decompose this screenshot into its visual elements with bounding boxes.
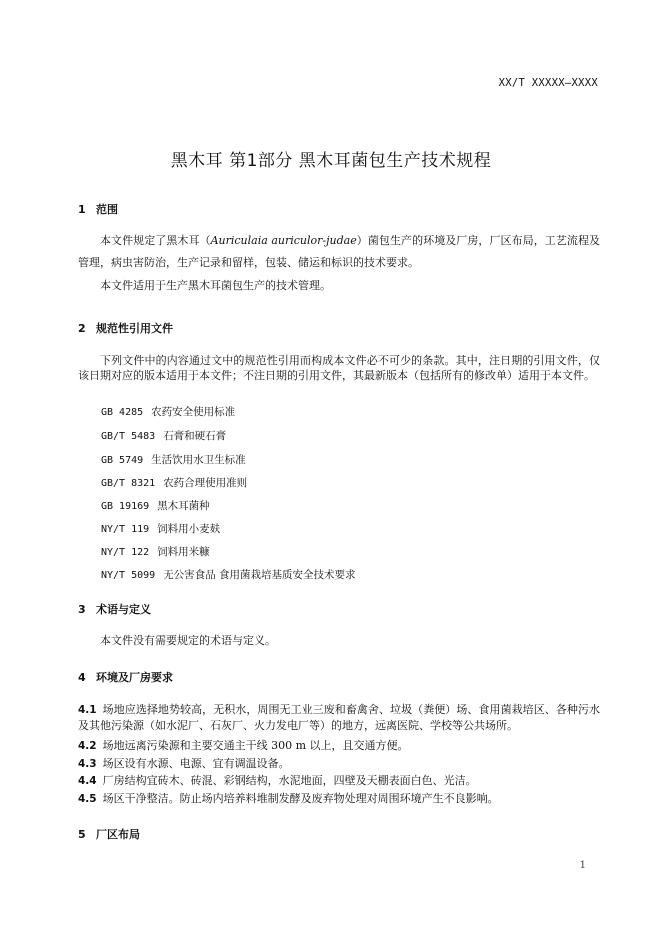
section-heading-terms (78, 601, 151, 617)
reference-item (101, 498, 210, 513)
clause-number: 4.4 (78, 775, 97, 787)
reference-name: 饲料用小麦麸 (157, 523, 221, 535)
section-number: 1 (78, 203, 86, 216)
section-heading-environment (78, 669, 173, 685)
section-title: 规范性引用文件 (96, 322, 173, 335)
clause-number: 4.3 (78, 758, 97, 770)
reference-item (101, 404, 235, 419)
clause-text: 场区干净整洁。防止场内培养料堆制发酵及废弃物处理对周围环境产生不良影响。 (102, 792, 499, 805)
reference-item (101, 544, 210, 559)
document-title: 黑木耳 第1部分 黑木耳菌包生产技术规程 (170, 151, 492, 171)
latin-species-name: Auriculaia auriculor-judae (210, 234, 357, 247)
clause-number: 4.5 (78, 793, 97, 805)
section-title: 厂区布局 (96, 828, 140, 841)
reference-name: 饲料用米糠 (157, 546, 210, 558)
clause-4-4 (78, 773, 600, 789)
clause-text: 场地应选择地势较高，无积水，周围无工业三废和畜禽舍、垃圾（粪便）场、食用菌栽培区、各种污水及其他污染源（如水泥厂、石灰厂、火力发电厂等）的地方，远离医院、学校等公共场所。 (78, 703, 600, 732)
reference-item (101, 567, 356, 582)
reference-name: 生活饮用水卫生标准 (151, 454, 246, 466)
standard-code: XX/T XXXXX—XXXX (498, 77, 598, 89)
normative-intro-paragraph: 下列文件中的内容通过文中的规范性引用而构成本文件必不可少的条款。其中，注日期的引用文件，仅该日期对应的版本适用于本文件；不注日期的引用文件，其最新版本（包括所有的修改单）适用于本文件。 (78, 354, 600, 382)
section-number: 2 (78, 322, 86, 335)
clause-4-5 (78, 791, 600, 807)
section-number: 4 (78, 671, 86, 684)
section-title: 范围 (96, 203, 118, 216)
clause-number: 4.2 (78, 740, 97, 752)
scope-paragraph-1 (78, 230, 600, 274)
section-heading-layout (78, 826, 140, 842)
clause-number: 4.1 (78, 704, 97, 716)
clause-4-3 (78, 756, 600, 772)
section-title: 环境及厂房要求 (96, 671, 173, 684)
reference-code: GB/T 8321 (101, 478, 156, 489)
section-title: 术语与定义 (96, 603, 151, 616)
reference-code: NY/T 5099 (101, 570, 156, 581)
section-number: 3 (78, 603, 86, 616)
section-heading-normative-references (78, 320, 173, 336)
reference-code: GB 4285 (101, 407, 144, 418)
clause-text: 场区设有水源、电源、宜有调温设备。 (102, 757, 290, 770)
scope-text-pre: 本文件规定了黑木耳（ (100, 234, 211, 247)
page-number: 1 (579, 860, 586, 871)
reference-item (101, 475, 247, 490)
clause-text: 厂房结构宜砖木、砖混、彩钢结构，水泥地面，四壁及天棚表面白色、光洁。 (102, 774, 477, 787)
reference-item (101, 452, 246, 467)
terms-paragraph: 本文件没有需要规定的术语与定义。 (100, 634, 276, 647)
reference-code: GB 5749 (101, 455, 144, 466)
reference-name: 农药安全使用标准 (151, 406, 236, 418)
scope-paragraph-2: 本文件适用于生产黑木耳菌包生产的技术管理。 (100, 279, 331, 292)
reference-code: NY/T 122 (101, 547, 150, 558)
clause-text: 场地远离污染源和主要交通主干线 300 m 以上，且交通方便。 (102, 739, 409, 752)
scope-text-post: ）菌包生产的环境及厂房，厂区布局，工艺流程及管理，病虫害防治，生产记录和留样，包装、储运和标识的技术要求。 (78, 234, 601, 269)
clause-4-2 (78, 738, 600, 754)
section-number: 5 (78, 828, 86, 841)
reference-code: GB/T 5483 (101, 431, 156, 442)
reference-name: 无公害食品 食用菌栽培基质安全技术要求 (163, 569, 356, 581)
clause-4-1 (78, 702, 600, 734)
reference-code: GB 19169 (101, 501, 150, 512)
reference-name: 石膏和硬石膏 (163, 430, 227, 442)
reference-item (101, 428, 226, 443)
reference-name: 黑木耳菌种 (157, 500, 210, 512)
reference-name: 农药合理使用准则 (163, 477, 248, 489)
reference-code: NY/T 119 (101, 524, 150, 535)
reference-item (101, 521, 220, 536)
section-heading-scope (78, 201, 118, 217)
